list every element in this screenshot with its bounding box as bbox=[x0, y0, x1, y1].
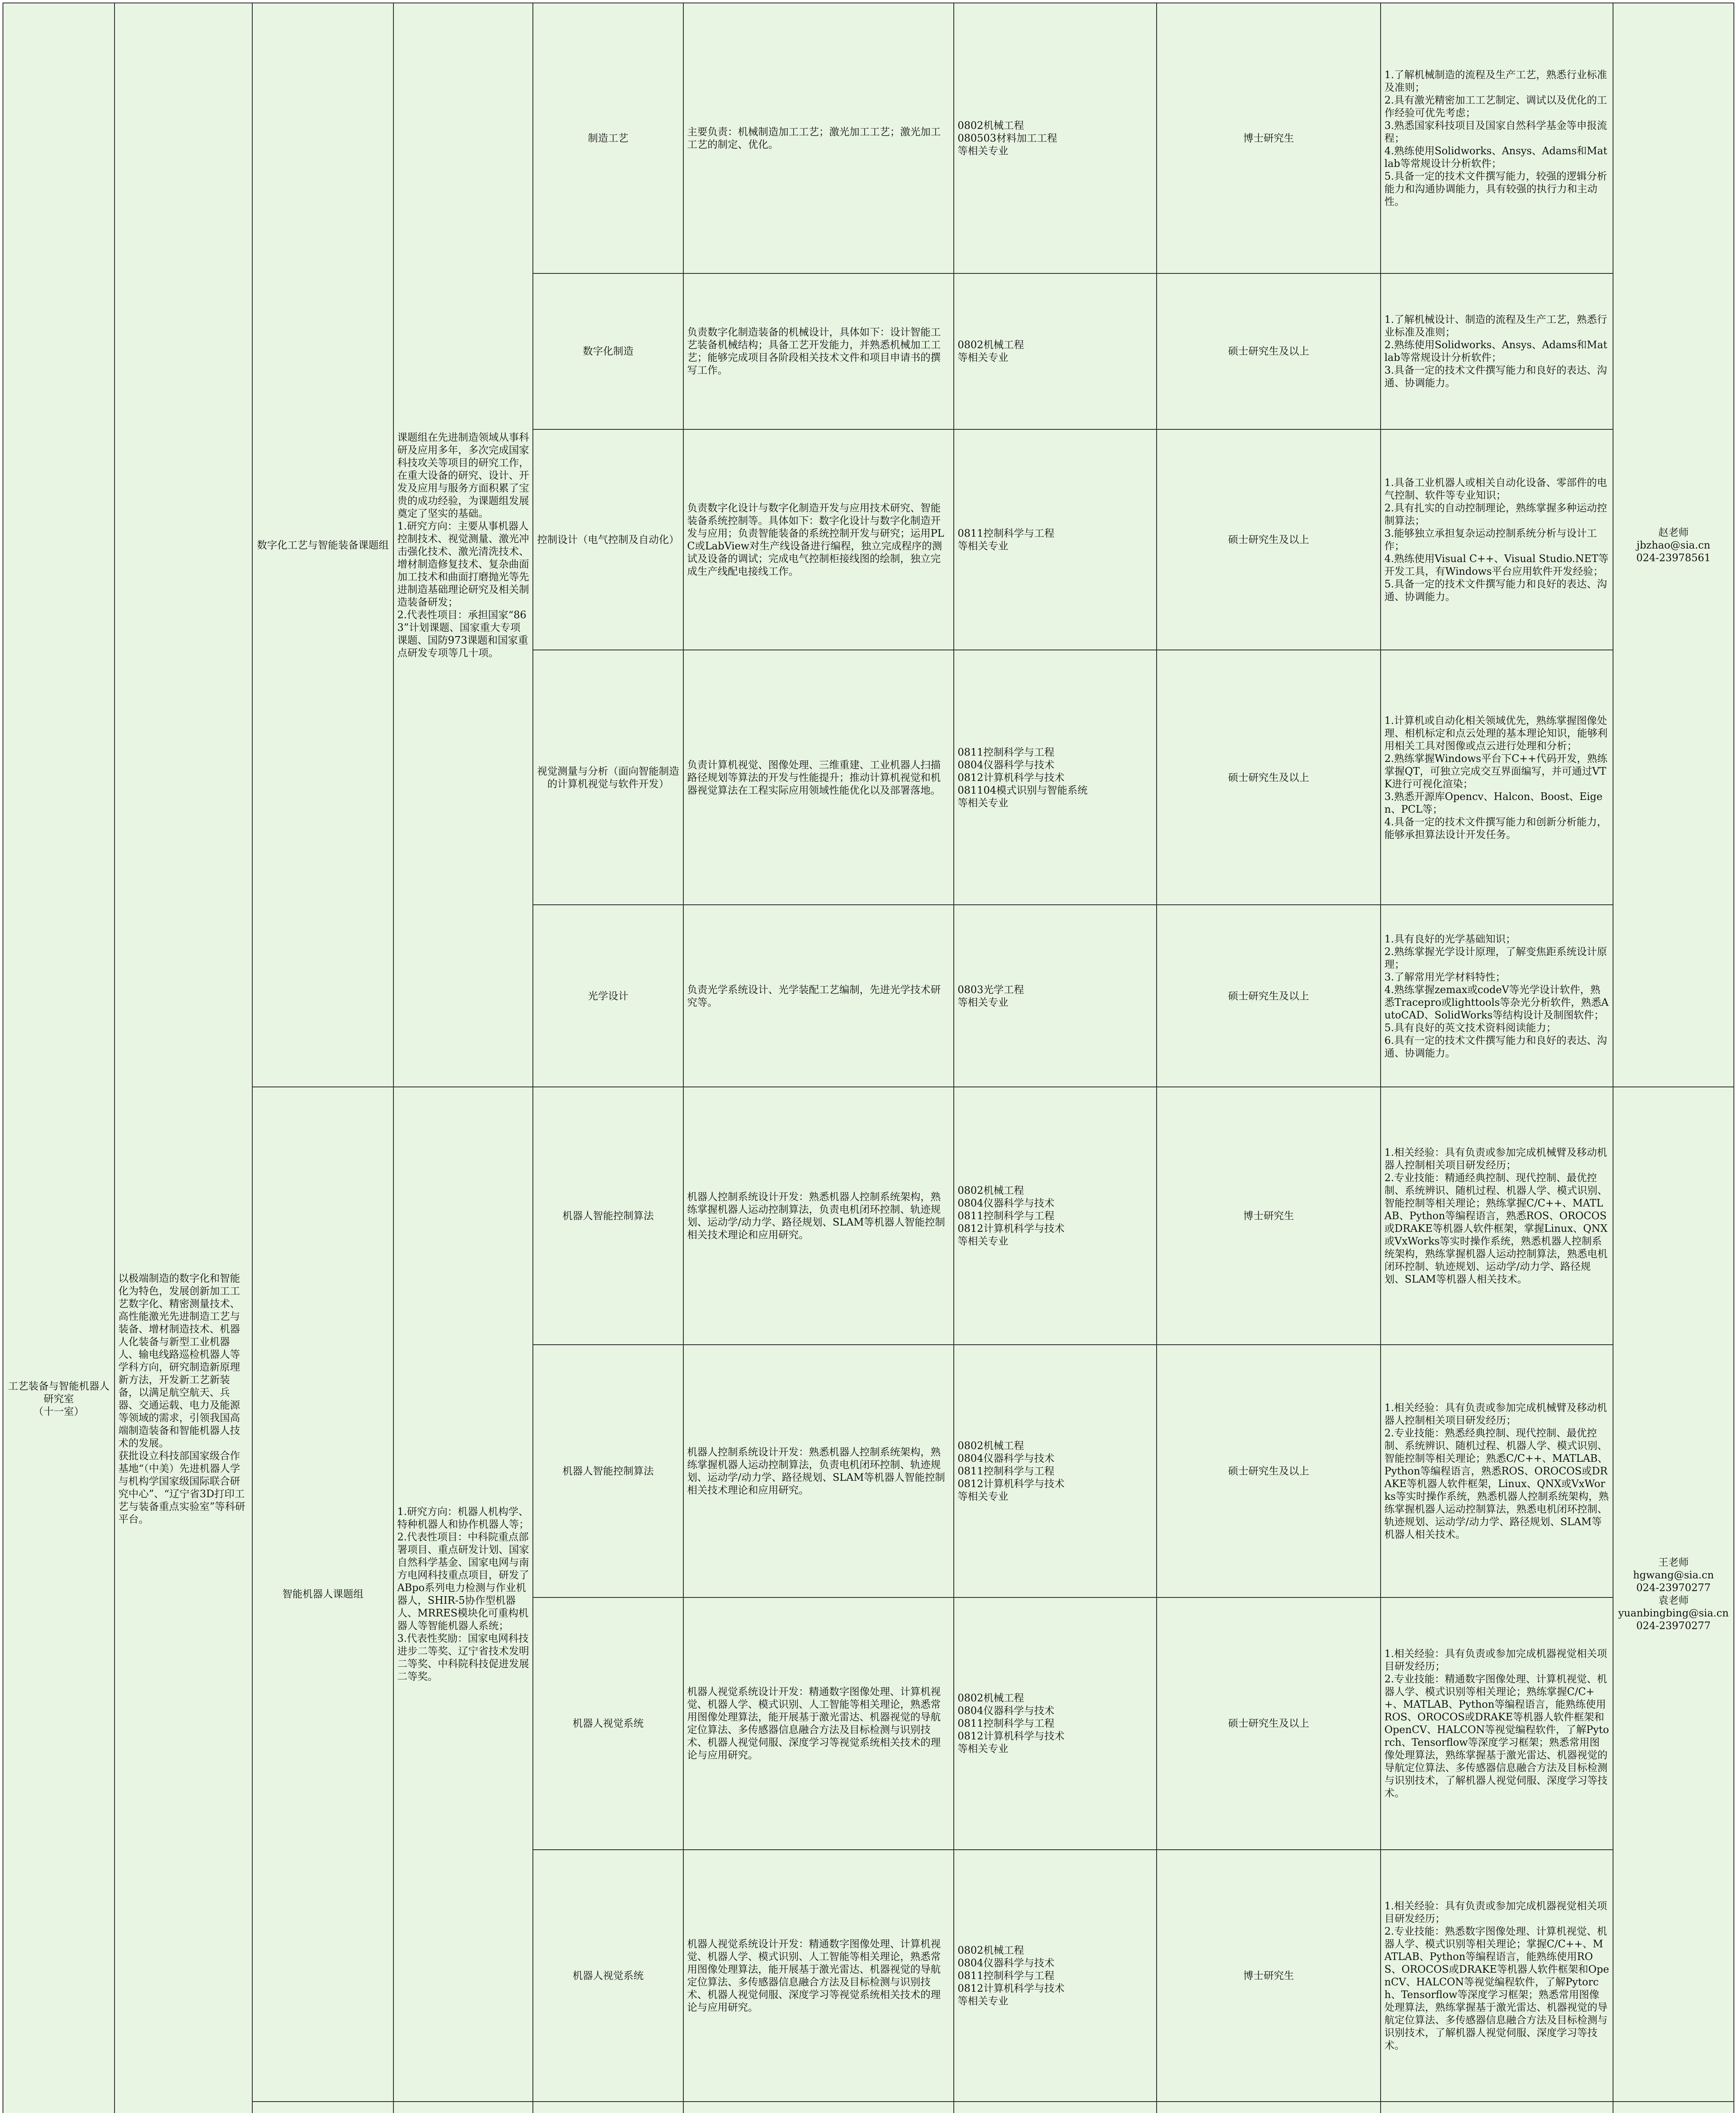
position-major bbox=[954, 2102, 1157, 2113]
position-duty: 机器人控制系统设计开发：熟悉机器人控制系统架构，熟练掌握机器人运动控制算法，负责电机闭环控制、轨迹规划、运动学/动力学、路径规划、SLAM等机器人智能控制相关技术理论和应用研究。 bbox=[683, 1345, 954, 1597]
position-title: 数字化制造 bbox=[533, 273, 683, 429]
position-title: 机器人视觉系统 bbox=[533, 1597, 683, 1850]
position-major: 0802机械工程 等相关专业 bbox=[954, 273, 1157, 429]
position-title bbox=[533, 2102, 683, 2113]
position-requirements: 1.相关经验：具有负责或参加完成机械臂及移动机器人控制相关项目研发经历； 2.专业技能：熟悉经典控制、现代控制、最优控制、系统辨识、随机过程、机器人学、模式识别、智能控制等相关理论；熟悉C/C++、MATLAB、Python等编程语言，熟悉ROS、OROCOS或DRAKE等机器人软件框架，Linux、QNX或VxWorks等实时操作系统，熟悉机器人控制系统架构，熟练掌握机器人运动控制算法，熟悉电机闭环控制、轨迹规划、运动学/动力学、路径规划、SLAM等机器人相关技术。 bbox=[1381, 1345, 1613, 1597]
position-degree: 硕士研究生及以上 bbox=[1157, 905, 1381, 1087]
position-major: 0803光学工程 等相关专业 bbox=[954, 905, 1157, 1087]
group-contact bbox=[1613, 2102, 1734, 2113]
position-requirements: 1.具有良好的光学基础知识； 2.熟练掌握光学设计原理，了解变焦距系统设计原理； 3.了解常用光学材料特性； 4.熟练掌握zemax或codeV等光学设计软件，熟悉Tracepro或lighttools等杂光分析软件，熟悉AutoCAD、SolidWorks等结构设计及制图软件； 5.具有良好的英文技术资料阅读能力； 6.具有一定的技术文件撰写能力和良好的表达、沟通、协调能力。 bbox=[1381, 905, 1613, 1087]
position-requirements: 1.了解机械设计、制造的流程及生产工艺，熟悉行业标准及准则； 2.熟练使用Solidworks、Ansys、Adams和Matlab等常规设计分析软件； 3.具备一定的技术文件撰写能力和良好的表达、沟通、协调能力。 bbox=[1381, 273, 1613, 429]
group-intro: 课题组在先进制造领域从事科研及应用多年，多次完成国家科技攻关等项目的研究工作，在重大设备的研究、设计、开发及应用与服务方面积累了宝贵的成功经验，为课题组发展奠定了坚实的基础。 1.研究方向：主要从事机器人控制技术、视觉测量、激光冲击强化技术、激光清洗技术、增材制造修复技术、复杂曲面加工技术和曲面打磨抛光等先进制造基础理论研究及相关制造装备研发； 2.代表性项目：承担国家“863”计划课题、国家重大专项课题、国防973课题和国家重点研发专项等几十项。 bbox=[393, 3, 533, 1087]
position-duty: 负责光学系统设计、光学装配工艺编制，先进光学技术研究等。 bbox=[683, 905, 954, 1087]
table-row bbox=[3, 2102, 1734, 2113]
position-requirements: 1.相关经验：具有负责或参加完成机器视觉相关项目研发经历； 2.专业技能：熟悉数字图像处理、计算机视觉、机器人学、模式识别等相关理论；掌握C/C++、MATLAB、Python等编程语言，能熟练使用ROS、OROCOS或DRAKE等机器人软件框架和OpenCV、HALCON等视觉编程软件，了解Pytorch、Tensorflow等深度学习框架；熟悉常用图像处理算法，熟练掌握基于激光雷达、机器视觉的导航定位算法、多传感器信息融合方法及目标检测与识别技术，了解机器人视觉伺服、深度学习等技术。 bbox=[1381, 1850, 1613, 2101]
position-title: 光学设计 bbox=[533, 905, 683, 1087]
position-duty: 负责计算机视觉、图像处理、三维重建、工业机器人扫描路径规划等算法的开发与性能提升；推动计算机视觉和机器视觉算法在工程实际应用领域性能优化以及部署落地。 bbox=[683, 650, 954, 905]
group-contact: 王老师 hgwang@sia.cn 024-23970277 袁老师 yuanbingbing@sia.cn 024-23970277 bbox=[1613, 1087, 1734, 2101]
position-duty: 机器人控制系统设计开发：熟悉机器人控制系统架构，熟练掌握机器人运动控制算法，负责电机闭环控制、轨迹规划、运动学/动力学、路径规划、SLAM等机器人智能控制相关技术理论和应用研究。 bbox=[683, 1087, 954, 1345]
position-degree: 博士研究生 bbox=[1157, 3, 1381, 273]
table-row bbox=[3, 1087, 1734, 1345]
position-requirements: 1.具备工业机器人或相关自动化设备、零部件的电气控制、软件等专业知识； 2.具有扎实的自动控制理论，熟练掌握多种运动控制算法； 3.能够独立承担复杂运动控制系统分析与设计工作； 4.熟练使用Visual C++、Visual Studio.NET等开发工具，有Windows平台应用软件开发经验； 5.具备一定的技术文件撰写能力和良好的表达、沟通、协调能力。 bbox=[1381, 429, 1613, 650]
group-intro bbox=[393, 2102, 533, 2113]
position-major: 0802机械工程 0804仪器科学与技术 0811控制科学与工程 0812计算机科学与技术 等相关专业 bbox=[954, 1087, 1157, 1345]
position-major: 0811控制科学与工程 0804仪器科学与技术 0812计算机科学与技术 081104模式识别与智能系统 等相关专业 bbox=[954, 650, 1157, 905]
position-requirements: 1.相关经验：具有负责或参加完成机器视觉相关项目研发经历； 2.专业技能：精通数字图像处理、计算机视觉、机器人学、模式识别等相关理论；熟练掌握C/C++、MATLAB、Python等编程语言，能熟练使用ROS、OROCOS或DRAKE等机器人软件框架和OpenCV、HALCON等视觉编程软件，了解Pytorch、Tensorflow等深度学习框架；熟悉常用图像处理算法，熟练掌握基于激光雷达、机器视觉的导航定位算法、多传感器信息融合方法及目标检测与识别技术，了解机器人视觉伺服、深度学习等技术。 bbox=[1381, 1597, 1613, 1850]
position-major: 0802机械工程 0804仪器科学与技术 0811控制科学与工程 0812计算机科学与技术 等相关专业 bbox=[954, 1597, 1157, 1850]
position-title: 机器人智能控制算法 bbox=[533, 1345, 683, 1597]
group-name bbox=[252, 2102, 393, 2113]
position-degree bbox=[1157, 2102, 1381, 2113]
group-intro: 1.研究方向：机器人机构学、特种机器人和协作机器人等； 2.代表性项目：中科院重点部署项目、重点研发计划、国家自然科学基金、国家电网与南方电网科技重点项目，研发了ABpo系列电力检测与作业机器人，SHIR-5协作型机器人、MRRES模块化可重构机器人等智能机器人系统； 3.代表性奖励：国家电网科技进步二等奖、辽宁省技术发明二等奖、中科院科技促进发展二等奖。 bbox=[393, 1087, 533, 2101]
group-name: 智能机器人课题组 bbox=[252, 1087, 393, 2101]
position-degree: 硕士研究生及以上 bbox=[1157, 429, 1381, 650]
position-duty: 负责数字化设计与数字化制造开发与应用技术研究、智能装备系统控制等。具体如下：数字化设计与数字化制造开发与应用；负责智能装备的系统控制开发与研究；运用PLC或LabView对生产线设备进行编程，独立完成程序的测试及设备的调试；完成电气控制柜接线图的绘制，独立完成生产线配电接线工作。 bbox=[683, 429, 954, 650]
position-duty: 主要负责：机械制造加工工艺；激光加工工艺；激光加工工艺的制定、优化。 bbox=[683, 3, 954, 273]
institute-description: 以极端制造的数字化和智能化为特色，发展创新加工工艺数字化、精密测量技术、高性能激光先进制造工艺与装备、增材制造技术、机器人化装备与新型工业机器人、输电线路巡检机器人等学科方向，研究制造新原理新方法，开发新工艺新装备，以满足航空航天、兵器、交通运载、电力及能源等领域的需求，引领我国高端制造装备和智能机器人技术的发展。 获批设立科技部国家级合作基地“（中美）先进机器人学与机构学国家级国际联合研究中心”、“辽宁省3D打印工艺与装备重点实验室”等科研平台。 bbox=[115, 3, 252, 2113]
position-degree: 硕士研究生及以上 bbox=[1157, 273, 1381, 429]
position-major: 0802机械工程 080503材料加工工程 等相关专业 bbox=[954, 3, 1157, 273]
position-major: 0802机械工程 0804仪器科学与技术 0811控制科学与工程 0812计算机科学与技术 等相关专业 bbox=[954, 1345, 1157, 1597]
position-duty: 机器人视觉系统设计开发：精通数字图像处理、计算机视觉、机器人学、模式识别、人工智能等相关理论，熟悉常用图像处理算法，能开展基于激光雷达、机器视觉的导航定位算法、多传感器信息融合方法及目标检测与识别技术、机器人视觉伺服、深度学习等视觉系统相关技术的理论与应用研究。 bbox=[683, 1597, 954, 1850]
position-duty bbox=[683, 2102, 954, 2113]
position-major: 0811控制科学与工程 等相关专业 bbox=[954, 429, 1157, 650]
position-duty: 机器人视觉系统设计开发：精通数字图像处理、计算机视觉、机器人学、模式识别、人工智能等相关理论，熟悉常用图像处理算法，能开展基于激光雷达、机器视觉的导航定位算法、多传感器信息融合方法及目标检测与识别技术、机器人视觉伺服、深度学习等视觉系统相关技术的理论与应用研究。 bbox=[683, 1850, 954, 2101]
position-requirements: 1.计算机或自动化相关领域优先，熟练掌握图像处理、相机标定和点云处理的基本理论知识，能够利用相关工具对图像或点云进行处理和分析； 2.熟练掌握Windows平台下C++代码开发，熟练掌握QT，可独立完成交互界面编写，并可通过VTK进行可视化渲染； 3.熟悉开源库Opencv、Halcon、Boost、Eigen、PCL等； 4.具备一定的技术文件撰写能力和创新分析能力，能够承担算法设计开发任务。 bbox=[1381, 650, 1613, 905]
position-major: 0802机械工程 0804仪器科学与技术 0811控制科学与工程 0812计算机科学与技术 等相关专业 bbox=[954, 1850, 1157, 2101]
position-requirements: 1.相关经验：具有负责或参加完成机械臂及移动机器人控制相关项目研发经历； 2.专业技能：精通经典控制、现代控制、最优控制、系统辨识、随机过程、机器人学、模式识别、智能控制等相关理论；熟练掌握C/C++、MATLAB、Python等编程语言，熟悉ROS、OROCOS或DRAKE等机器人软件框架，掌握Linux、QNX或VxWorks等实时操作系统，熟悉机器人控制系统架构，熟练掌握机器人运动控制算法，熟悉电机闭环控制、轨迹规划、运动学/动力学、路径规划、SLAM等机器人相关技术。 bbox=[1381, 1087, 1613, 1345]
position-title: 机器人智能控制算法 bbox=[533, 1087, 683, 1345]
group-name: 数字化工艺与智能装备课题组 bbox=[252, 3, 393, 1087]
position-requirements bbox=[1381, 2102, 1613, 2113]
position-title: 制造工艺 bbox=[533, 3, 683, 273]
position-title: 控制设计（电气控制及自动化） bbox=[533, 429, 683, 650]
position-duty: 负责数字化制造装备的机械设计，具体如下：设计智能工艺装备机械结构；具备工艺开发能力，并熟悉机械加工工艺；能够完成项目各阶段相关技术文件和项目申请书的撰写工作。 bbox=[683, 273, 954, 429]
recruitment-table bbox=[3, 3, 1734, 2113]
institute-name: 工艺装备与智能机器人 研究室 （十一室） bbox=[3, 3, 115, 2113]
position-title: 视觉测量与分析（面向智能制造的计算机视觉与软件开发） bbox=[533, 650, 683, 905]
position-degree: 博士研究生 bbox=[1157, 1850, 1381, 2101]
position-requirements: 1.了解机械制造的流程及生产工艺，熟悉行业标准及准则； 2.具有激光精密加工工艺制定、调试以及优化的工作经验可优先考虑； 3.熟悉国家科技项目及国家自然科学基金等申报流程； 4.熟练使用Solidworks、Ansys、Adams和Matlab等常规设计分析软件； 5.具备一定的技术文件撰写能力，较强的逻辑分析能力和沟通协调能力，具有较强的执行力和主动性。 bbox=[1381, 3, 1613, 273]
table-row bbox=[3, 3, 1734, 273]
position-degree: 硕士研究生及以上 bbox=[1157, 650, 1381, 905]
group-contact: 赵老师 jbzhao@sia.cn 024-23978561 bbox=[1613, 3, 1734, 1087]
position-degree: 硕士研究生及以上 bbox=[1157, 1597, 1381, 1850]
position-title: 机器人视觉系统 bbox=[533, 1850, 683, 2101]
position-degree: 硕士研究生及以上 bbox=[1157, 1345, 1381, 1597]
position-degree: 博士研究生 bbox=[1157, 1087, 1381, 1345]
